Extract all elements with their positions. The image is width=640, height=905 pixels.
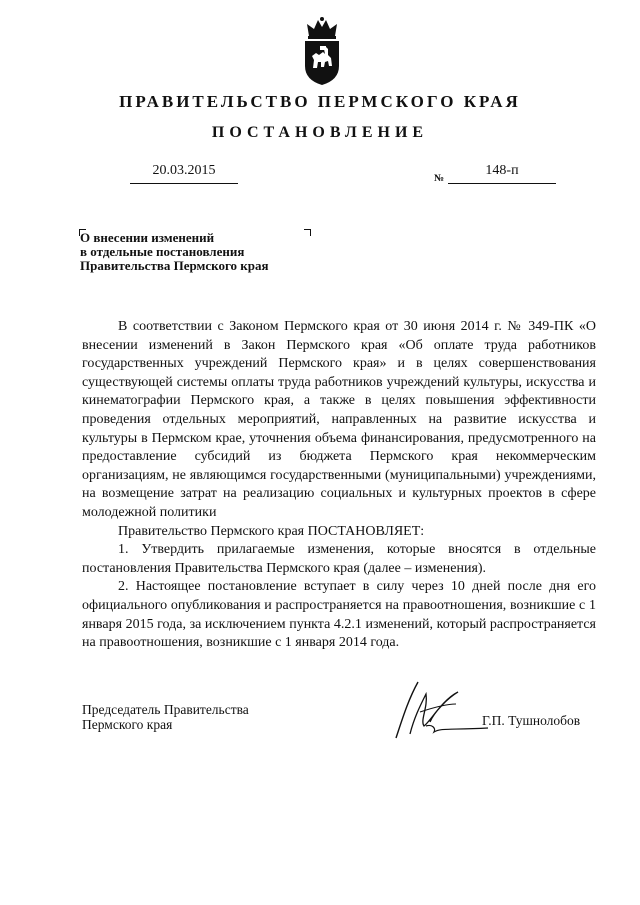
preamble-paragraph: В соответствии с Законом Пермского края от 30 июня 2014 г. № 349-ПК «О внесении изменений в Закон Пермского края «Об оплате труда работников государственных учреждений Пермского края» и в целях совершенствования существующей системы оплаты труда работников учреждений культуры, искусства и кинематографии Пермского края, а также в целях повышения эффективности проведения отдельных мероприятий, направленных на развитие искусства и культуры в Пермском крае, уточнения объема финансирования, предусмотренного на предоставление субсидий из бюджета Пермского края некоммерческим организациям, не являющимся государственными (муниципальными) учреждениями, на возмещение затрат на реализацию социальных и культурных проектов в сфере молодежной политики	[82, 319, 596, 520]
signatory-title	[82, 702, 249, 732]
signatory-name: Г.П. Тушнолобов	[482, 713, 581, 728]
document-body	[82, 318, 596, 653]
clause-1: 1. Утвердить прилагаемые изменения, которые вносятся в отдельные постановления Правительства Пермского края (далее – изменения).	[82, 542, 596, 576]
document-date: 20.03.2015	[130, 163, 238, 184]
number-label: №	[434, 173, 445, 184]
signatory-title-line: Председатель Правительства	[82, 702, 249, 717]
subject-bracket-right	[304, 229, 311, 236]
document-type: ПОСТАНОВЛЕНИЕ	[211, 124, 429, 141]
clause-2: 2. Настоящее постановление вступает в силу через 10 дней после дня его официального опубликования и распространяется на правоотношения, возникшие с 1 января 2015 года, за исключением пункта 4.2.1 изменений, который распространяется на правоотношения, возникшие с 1 января 2014 года.	[82, 579, 596, 651]
resolution-statement: Правительство Пермского края ПОСТАНОВЛЯЕТ:	[118, 523, 425, 539]
perm-krai-coat-of-arms-icon	[299, 16, 345, 86]
subject-line: Правительства Пермского края	[80, 258, 269, 273]
subject-line: О внесении изменений	[80, 230, 215, 245]
signatory-title-line: Пермского края	[82, 717, 173, 732]
document-subject	[80, 231, 269, 273]
document-number: 148-п	[448, 163, 556, 184]
handwritten-signature	[390, 678, 490, 740]
government-name: ПРАВИТЕЛЬСТВО ПЕРМСКОГО КРАЯ	[119, 92, 521, 111]
subject-line: в отдельные постановления	[80, 244, 245, 259]
